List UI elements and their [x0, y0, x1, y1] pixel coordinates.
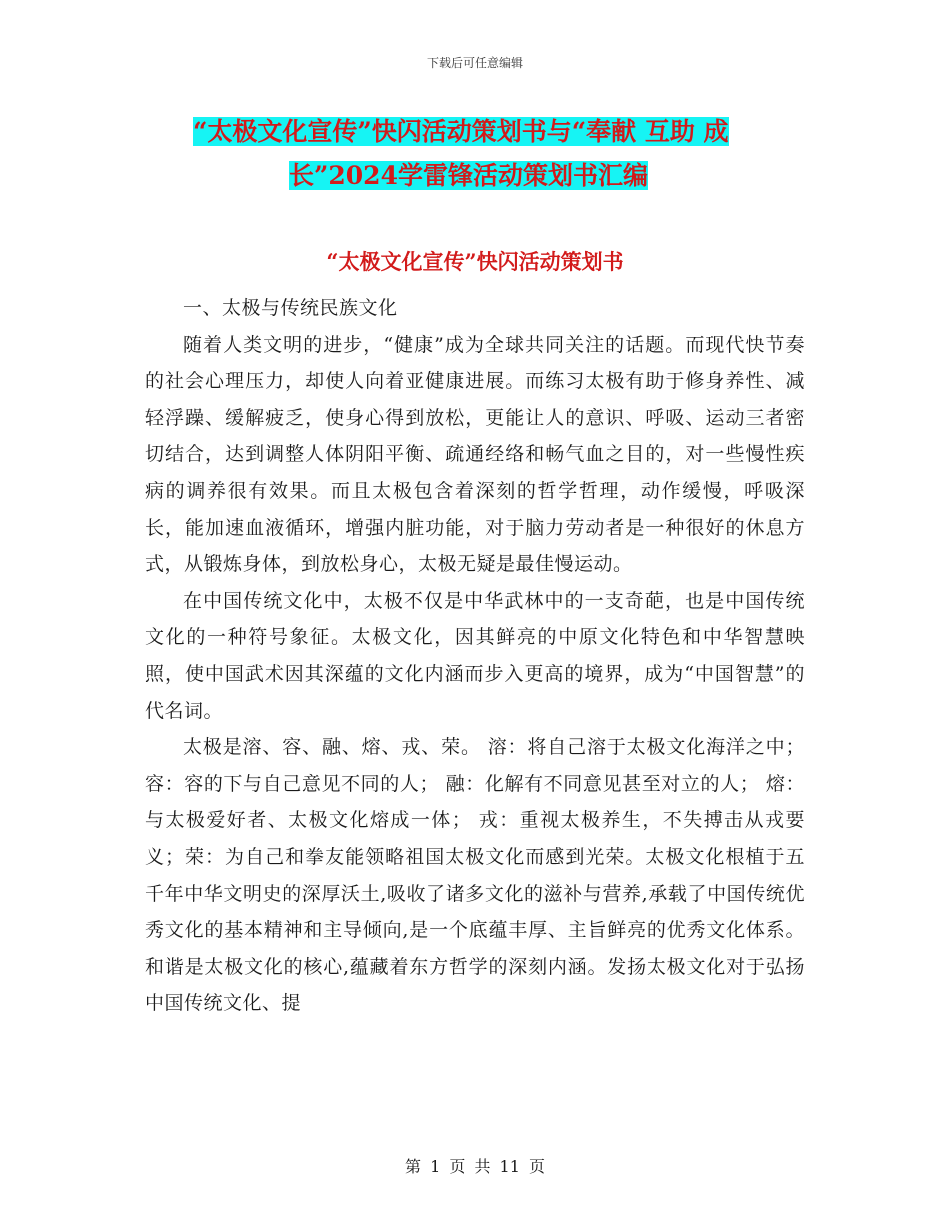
- section-heading: 一、太极与传统民族文化: [183, 297, 398, 319]
- title-highlight: 长”2024学雷锋活动策划书汇编: [289, 161, 648, 190]
- body-text: [145, 290, 805, 1022]
- title-highlight: “太极文化宣传”快闪活动策划书与“奉献 互助 成: [193, 117, 729, 146]
- paragraph: 在中国传统文化中，太极不仅是中华武林中的一支奇葩，也是中国传统文化的一种符号象征。太极文化，因其鲜亮的中原文化特色和中华智慧映照，使中国武术因其深蕴的文化内涵而步入更高的境界，成为“中国智慧”的代名词。: [145, 589, 805, 722]
- paragraph: 随着人类文明的进步，“健康”成为全球共同关注的话题。而现代快节奏的社会心理压力，却使人向着亚健康进展。而练习太极有助于修身养性、减轻浮躁、缓解疲乏，使身心得到放松，更能让人的意识、呼吸、运动三者密切结合，达到调整人体阴阳平衡、疏通经络和畅气血之目的，对一些慢性疾病的调养很有效果。而且太极包含着深刻的哲学哲理，动作缓慢，呼吸深长，能加速血液循环，增强内脏功能，对于脑力劳动者是一种很好的休息方式，从锻炼身体，到放松身心，太极无疑是最佳慢运动。: [145, 333, 805, 576]
- document-title-line-1: [145, 110, 805, 154]
- document-title: [145, 110, 805, 198]
- paragraph: 太极是溶、容、融、熔、戎、荣。 溶：将自己溶于太极文化海洋之中；容：容的下与自己意见不同的人； 融：化解有不同意见甚至对立的人； 熔：与太极爱好者、太极文化熔成一体； 戎：重视太极养生，不失搏击从戎要义；荣：为自己和拳友能领略祖国太极文化而感到光荣。太极文化根植于五千年中华文明史的深厚沃土,吸收了诸多文化的滋补与营养,承载了中国传统优秀文化的基本精神和主导倾向,是一个底蕴丰厚、主旨鲜亮的优秀文化体系。和谐是太极文化的核心,蕴藏着东方哲学的深刻内涵。发扬太极文化对于弘扬中国传统文化、提: [145, 736, 805, 1015]
- section-title: “太极文化宣传”快闪活动策划书: [326, 249, 624, 274]
- document-title-line-2: [145, 154, 805, 198]
- header-note: 下载后可任意编辑: [426, 56, 523, 70]
- page-number: 第 1 页 共 11 页: [405, 1157, 545, 1176]
